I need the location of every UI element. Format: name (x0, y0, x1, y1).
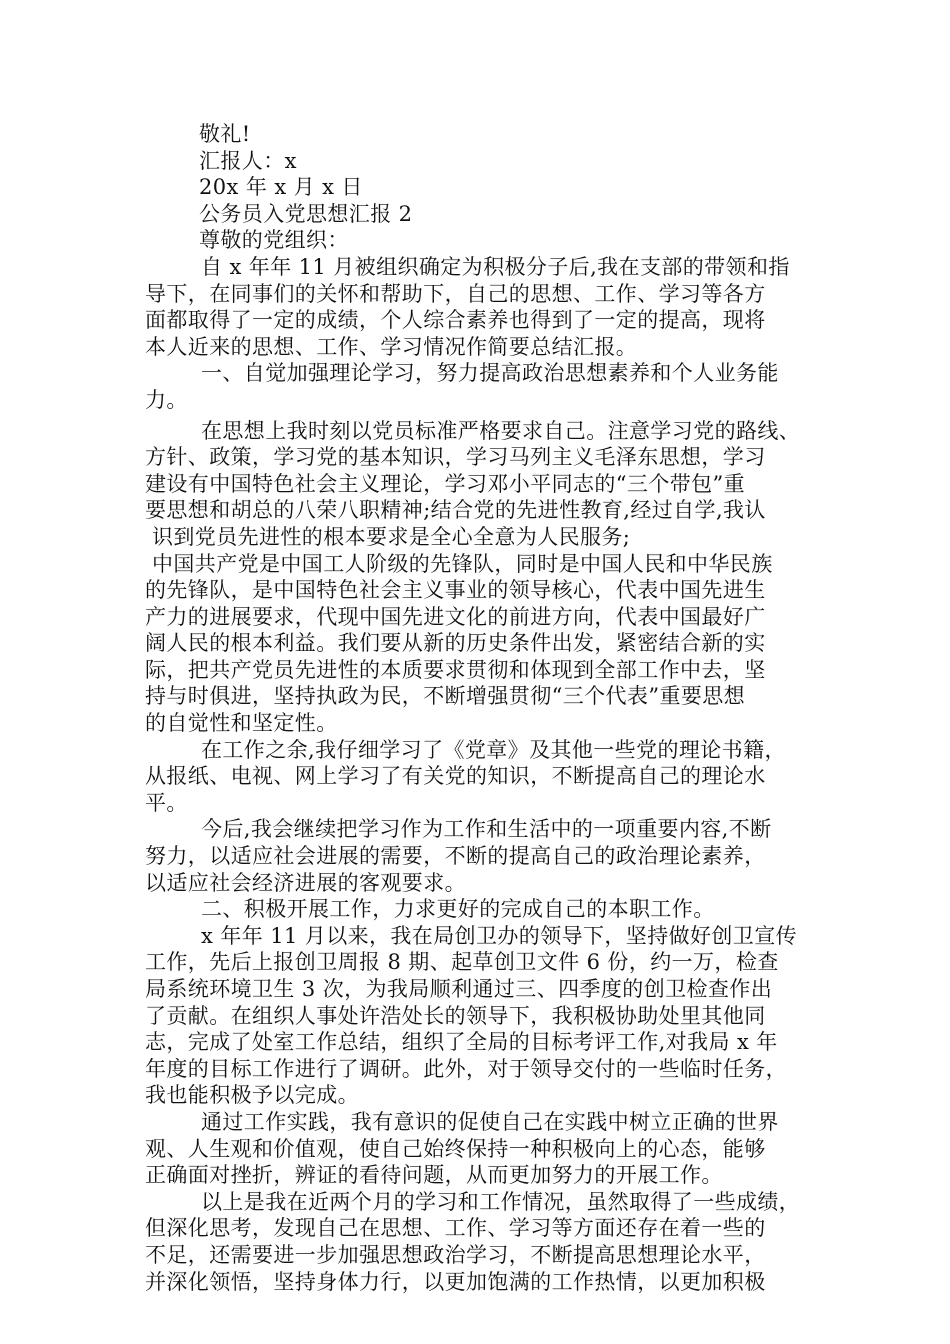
closing-salutation: 敬礼! (199, 122, 251, 146)
date-line: 20x 年 x 月 x 日 (199, 175, 363, 200)
text-line: 自 x 年年 11 月被组织确定为积极分子后,我在支部的带领和指 (201, 254, 790, 279)
text-line: 工作，先后上报创卫周报 8 期、起草创卫文件 6 份，约一万，检查 (145, 950, 779, 975)
heading-line: 一、自觉加强理论学习，努力提高政治思想素养和个人业务能 (201, 361, 779, 386)
greeting: 尊敬的党组织： (199, 228, 349, 253)
text-line: 的先锋队，是中国特色社会主义事业的领导核心，代表中国先进生 (145, 578, 766, 603)
text-line: 际，把共产党员先进性的本质要求贯彻和体现到全部工作中去，坚 (145, 657, 766, 682)
text-line: 面都取得了一定的成绩，个人综合素养也得到了一定的提高，现将 (145, 308, 766, 333)
text-line: 在工作之余,我仔细学习了《党章》及其他一些党的理论书籍， (201, 737, 786, 762)
heading-line: 力。 (145, 387, 188, 412)
text-line: 的自觉性和坚定性。 (145, 711, 338, 736)
text-line: 产力的进展要求，代现中国先进文化的前进方向，代表中国最好广 (145, 604, 766, 629)
text-line: 不足，还需要进一步加强思想政治学习，不断提高思想理论水平， (145, 1242, 766, 1267)
text-line: 努力，以适应社会进展的需要，不断的提高自己的政治理论素养， (145, 844, 766, 869)
text-line: 局系统环境卫生 3 次，为我局顺利通过三、四季度的创卫检查作出 (145, 977, 773, 1001)
text-line: 志，完成了处室工作总结，组织了全局的目标考评工作,对我局 x 年 (145, 1030, 778, 1055)
document-text (145, 121, 820, 1295)
text-line: 观、人生观和价值观，使自己始终保持一种积极向上的心态，能够 (145, 1136, 766, 1161)
text-line: 导下，在同事们的关怀和帮助下，自己的思想、工作、学习等各方 (145, 281, 766, 306)
text-line: 通过工作实践，我有意识的促使自己在实践中树立正确的世界 (201, 1109, 779, 1134)
text-line: 在思想上我时刻以党员标准严格要求自己。注意学习党的路线、 (201, 418, 801, 443)
text-line: 并深化领悟，坚持身体力行，以更加饱满的工作热情，以更加积极 (145, 1269, 766, 1294)
reporter-line: 汇报人：x (199, 148, 297, 173)
text-line: 持与时俱进，坚持执政为民，不断增强贯彻“三个代表”重要思想 (145, 684, 746, 709)
heading-line: 二、积极开展工作，力求更好的完成自己的本职工作。 (201, 897, 715, 922)
text-line: 了贡献。在组织人事处许浩处长的领导下，我积极协助处里其他同 (145, 1003, 766, 1028)
text-line: 方针、政策，学习党的基本知识，学习马列主义毛泽东思想，学习 (145, 445, 766, 470)
text-line: 本人近来的思想、工作、学习情况作简要总结汇报。 (145, 334, 638, 359)
text-line: 建设有中国特色社会主义理论，学习邓小平同志的“三个带包”重 (145, 471, 746, 496)
text-line: 以适应社会经济进展的客观要求。 (145, 870, 466, 895)
text-line: 今后,我会继续把学习作为工作和生活中的一项重要内容,不断 (201, 817, 772, 842)
text-line: 我也能积极予以完成。 (145, 1083, 359, 1108)
text-line: 识到党员先进性的根本要求是全心全意为人民服务; (152, 524, 631, 549)
text-line: 以上是我在近两个月的学习和工作情况，虽然取得了一些成绩， (201, 1189, 801, 1214)
text-line: 中国共产党是中国工人阶级的先锋队，同时是中国人民和中华民族 (152, 551, 773, 576)
text-line: 阔人民的根本利益。我们要从新的历史条件出发，紧密结合新的实 (145, 631, 766, 656)
text-line: 正确面对挫折，辨证的看待问题，从而更加努力的开展工作。 (145, 1163, 723, 1188)
text-line: x 年年 11 月以来，我在局创卫办的领导下，坚持做好创卫宣传 (201, 923, 797, 948)
text-line: 要思想和胡总的八荣八职精神;结合党的先进性教育,经过自学,我认 (145, 498, 766, 523)
text-line: 平。 (145, 790, 188, 815)
text-line: 但深化思考，发现自己在思想、工作、学习等方面还存在着一些的 (145, 1216, 766, 1241)
section-title: 公务员入党思想汇报 2 (199, 201, 413, 226)
text-line: 年度的目标工作进行了调研。此外，对于领导交付的一些临时任务， (145, 1056, 787, 1081)
text-line: 从报纸、电视、网上学习了有关党的知识，不断提高自己的理论水 (145, 764, 766, 789)
